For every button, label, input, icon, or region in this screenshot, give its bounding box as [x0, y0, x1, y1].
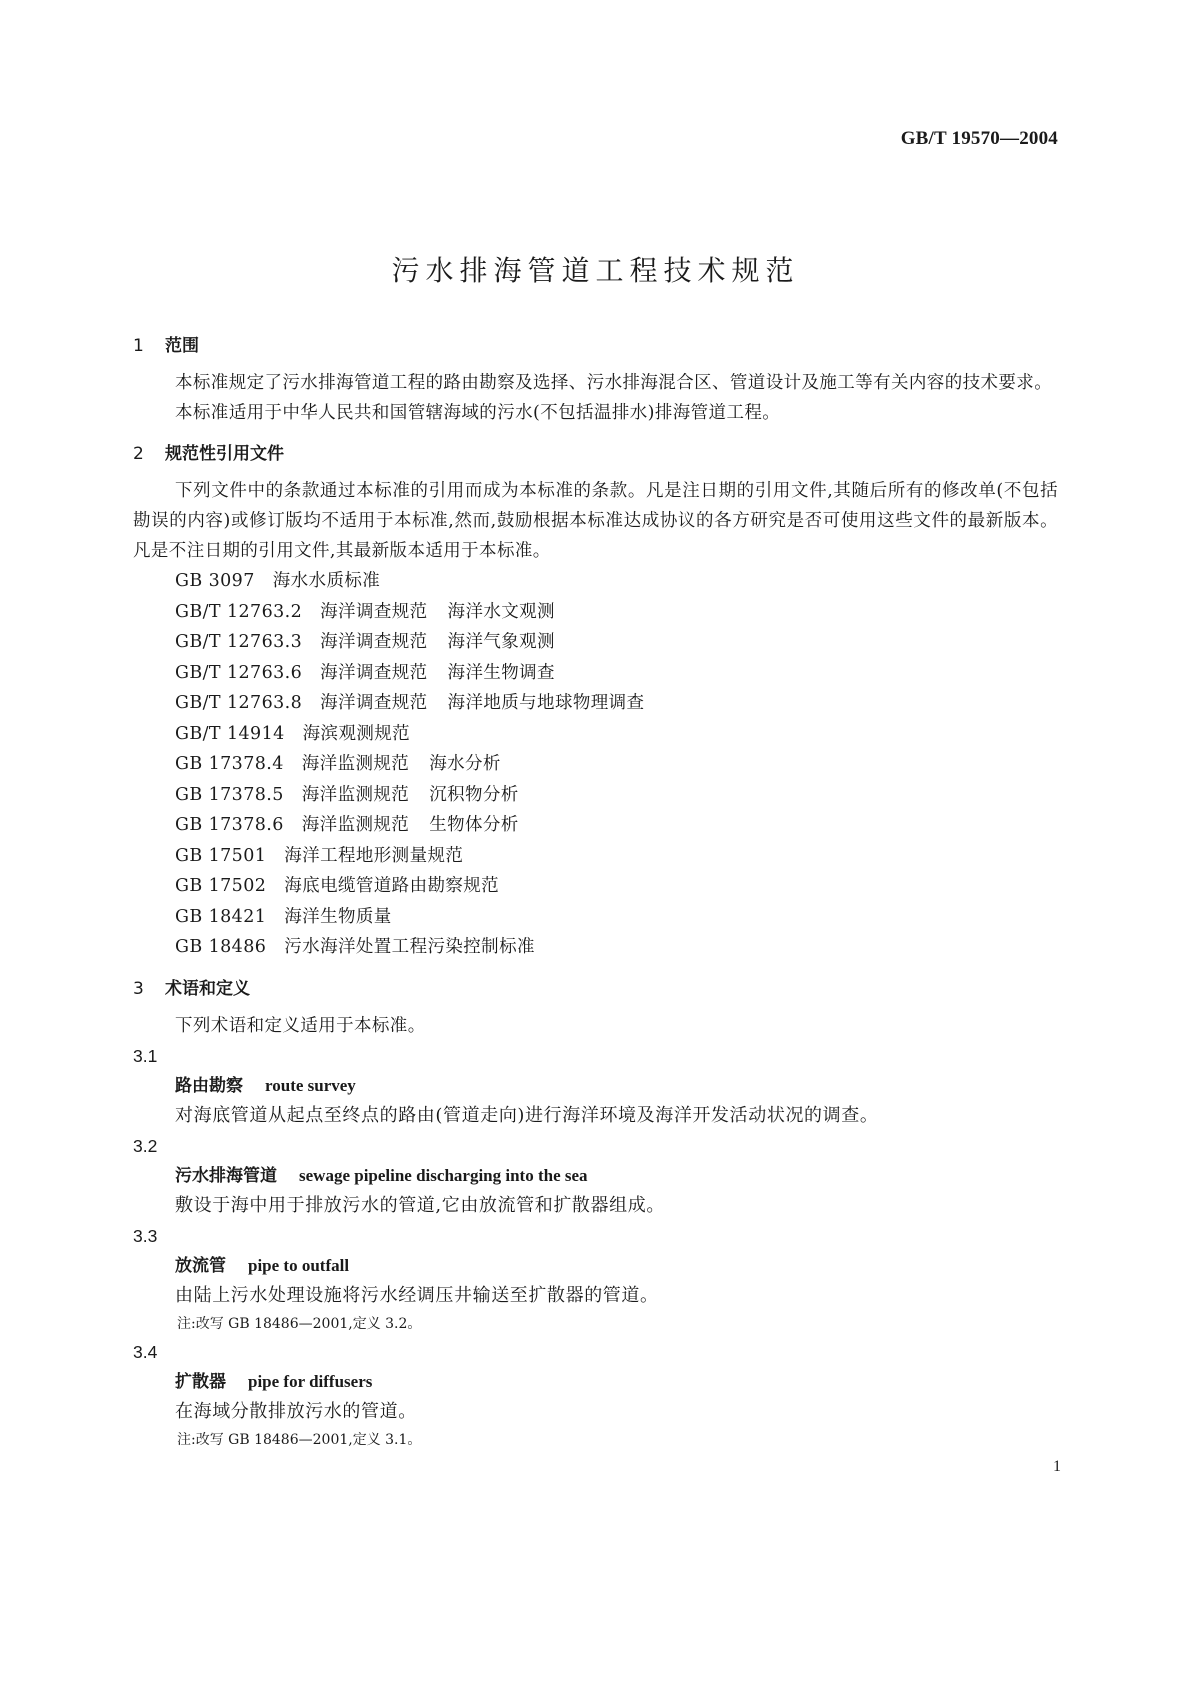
term-name-zh: 污水排海管道 [175, 1165, 277, 1186]
reference-code: GB 3097 [175, 571, 255, 591]
section-title: 术语和定义 [165, 978, 250, 999]
reference-list [133, 566, 1058, 963]
term-note: 注:改写 GB 18486—2001,定义 3.1。 [177, 1431, 422, 1448]
reference-item [133, 810, 1058, 841]
terms-intro: 下列术语和定义适用于本标准。 [175, 1015, 426, 1036]
term-definition: 敷设于海中用于排放污水的管道,它由放流管和扩散器组成。 [175, 1194, 665, 1216]
section-number: 2 [133, 444, 144, 464]
reference-code: GB 18486 [175, 937, 267, 957]
reference-title: 污水海洋处置工程污染控制标准 [284, 937, 535, 957]
reference-item [133, 932, 1058, 963]
reference-code: GB 17378.5 [175, 784, 284, 805]
reference-subtitle: 海洋生物调查 [447, 662, 555, 683]
reference-item [133, 749, 1058, 780]
reference-title: 海洋生物质量 [284, 906, 392, 927]
document-body [133, 330, 1058, 1453]
reference-item [133, 902, 1058, 933]
term-entry [133, 1221, 1058, 1337]
reference-item [133, 780, 1058, 811]
reference-code: GB 17378.6 [175, 815, 284, 835]
term-entry [133, 1131, 1058, 1221]
section-title: 范围 [165, 336, 199, 356]
reference-code: GB/T 12763.6 [175, 662, 303, 683]
reference-title: 海洋监测规范 [301, 754, 410, 774]
reference-subtitle: 海水分析 [429, 754, 501, 774]
section-title: 规范性引用文件 [165, 444, 284, 464]
reference-code: GB/T 14914 [175, 723, 285, 744]
reference-code: GB 17502 [175, 876, 267, 896]
reference-item [133, 841, 1058, 872]
reference-title: 海滨观测规范 [302, 723, 411, 744]
reference-item [133, 719, 1058, 750]
section-number: 1 [133, 336, 144, 356]
reference-code: GB/T 12763.2 [175, 601, 303, 622]
term-number: 3.4 [133, 1341, 158, 1362]
reference-item [133, 688, 1058, 719]
reference-subtitle: 海洋水文观测 [447, 601, 555, 622]
reference-code: GB 17501 [175, 845, 267, 866]
reference-title: 海洋调查规范 [320, 632, 428, 652]
reference-subtitle: 海洋气象观测 [447, 632, 555, 652]
term-note: 注:改写 GB 18486—2001,定义 3.2。 [177, 1315, 422, 1332]
term-name [133, 1071, 1058, 1101]
scope-paragraph-2: 本标准适用于中华人民共和国管辖海域的污水(不包括温排水)排海管道工程。 [175, 403, 781, 423]
reference-title: 海洋监测规范 [301, 815, 410, 835]
standard-code: GB/T 19570—2004 [900, 128, 1058, 149]
reference-subtitle: 海洋地质与地球物理调查 [447, 693, 645, 713]
reference-code: GB 18421 [175, 906, 267, 927]
term-definition: 由陆上污水处理设施将污水经调压井输送至扩散器的管道。 [175, 1284, 659, 1306]
reference-title: 海底电缆管道路由勘察规范 [284, 876, 500, 896]
reference-title: 海洋工程地形测量规范 [284, 845, 464, 866]
term-entry [133, 1337, 1058, 1453]
term-definition: 在海域分散排放污水的管道。 [175, 1400, 417, 1422]
reference-title: 海洋调查规范 [320, 601, 428, 622]
reference-subtitle: 生物体分析 [429, 815, 519, 835]
reference-code: GB 17378.4 [175, 754, 284, 774]
reference-title: 海洋调查规范 [320, 662, 428, 683]
references-intro: 下列文件中的条款通过本标准的引用而成为本标准的条款。凡是注日期的引用文件,其随后所有的修改单(不包括勘误的内容)或修订版均不适用于本标准,然而,鼓励根据本标准达成协议的各方研究是否可使用这些文件的最新版本。凡是不注日期的引用文件,其最新版本适用于本标准。 [133, 481, 1058, 561]
term-name-en: route survey [265, 1075, 356, 1095]
reference-subtitle: 沉积物分析 [429, 784, 519, 805]
term-name [133, 1161, 1058, 1191]
term-number: 3.1 [133, 1045, 158, 1066]
reference-item [133, 627, 1058, 658]
reference-item [133, 871, 1058, 902]
scope-paragraph-1: 本标准规定了污水排海管道工程的路由勘察及选择、污水排海混合区、管道设计及施工等有关内容的技术要求。 [175, 373, 1053, 393]
term-name-zh: 扩散器 [175, 1371, 226, 1392]
document-title: 污水排海管道工程技术规范 [391, 253, 800, 287]
term-name-zh: 放流管 [175, 1255, 226, 1276]
term-name-zh: 路由勘察 [175, 1075, 243, 1096]
term-name-en: pipe for diffusers [248, 1371, 373, 1391]
section-heading-scope [133, 330, 1058, 362]
section-heading-normative-references [133, 438, 1058, 470]
term-definition: 对海底管道从起点至终点的路由(管道走向)进行海洋环境及海洋开发活动状况的调查。 [175, 1104, 879, 1126]
reference-title: 海洋调查规范 [320, 693, 428, 713]
reference-item [133, 658, 1058, 689]
reference-code: GB/T 12763.3 [175, 632, 303, 652]
section-heading-terms [133, 973, 1058, 1005]
reference-item [133, 597, 1058, 628]
term-name-en: sewage pipeline discharging into the sea [299, 1165, 588, 1185]
term-number: 3.3 [133, 1225, 158, 1246]
section-number: 3 [133, 978, 144, 999]
reference-item [133, 566, 1058, 597]
term-entry [133, 1041, 1058, 1131]
reference-title: 海水水质标准 [272, 571, 381, 591]
reference-title: 海洋监测规范 [301, 784, 410, 805]
term-name [133, 1251, 1058, 1281]
page-number: 1 [1053, 1458, 1061, 1475]
term-name [133, 1367, 1058, 1397]
term-name-en: pipe to outfall [248, 1255, 350, 1275]
reference-code: GB/T 12763.8 [175, 693, 303, 713]
term-number: 3.2 [133, 1135, 158, 1156]
